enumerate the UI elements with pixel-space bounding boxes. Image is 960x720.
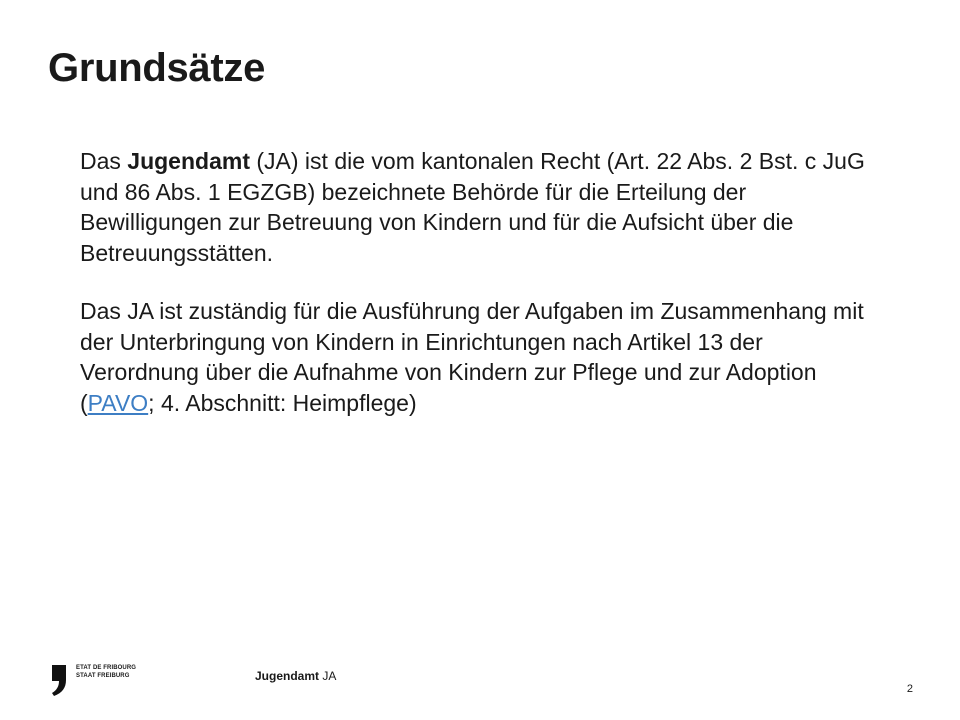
- page-number: 2: [906, 683, 913, 695]
- slide-title: Grundsätze: [48, 46, 266, 90]
- jugendamt-term: Jugendamt: [127, 148, 250, 174]
- logo-line-german: STAAT FREIBURG: [76, 673, 130, 679]
- logo-wordmark: [76, 664, 136, 680]
- paragraph-jugendamt-role: [80, 146, 880, 268]
- paragraph1-body: (JA) ist die vom kantonalen Recht (Art. 22 Abs. 2 Bst. c JuG und 86 Abs. 1 EGZGB) bezeichnete Behörde für die Erteilung der Bewilligungen zur Betreuung von Kindern und für die Aufsicht über die Betreuungsstätten.: [80, 148, 865, 266]
- slide-content: [80, 146, 880, 418]
- department-name: Jugendamt: [255, 669, 320, 683]
- paragraph-ja-responsibility: [80, 296, 880, 418]
- state-logo: [50, 660, 160, 698]
- paragraph1-lead: Das: [80, 148, 128, 174]
- department-abbreviation: JA: [322, 669, 337, 683]
- fribourg-comma-logo-icon: [50, 663, 68, 697]
- footer-department: [255, 669, 336, 683]
- paragraph2-body: Das JA ist zuständig für die Ausführung der Aufgaben im Zusammenhang mit der Unterbringung von Kindern in Einrichtungen nach Artikel 13 der Verordnung über die Aufnahme von Kindern zur Pflege und zur Adoption (: [80, 298, 864, 416]
- logo-line-french: ETAT DE FRIBOURG: [76, 665, 137, 671]
- paragraph2-tail: ; 4. Abschnitt: Heimpflege): [148, 389, 417, 416]
- pavo-link[interactable]: PAVO: [87, 389, 149, 416]
